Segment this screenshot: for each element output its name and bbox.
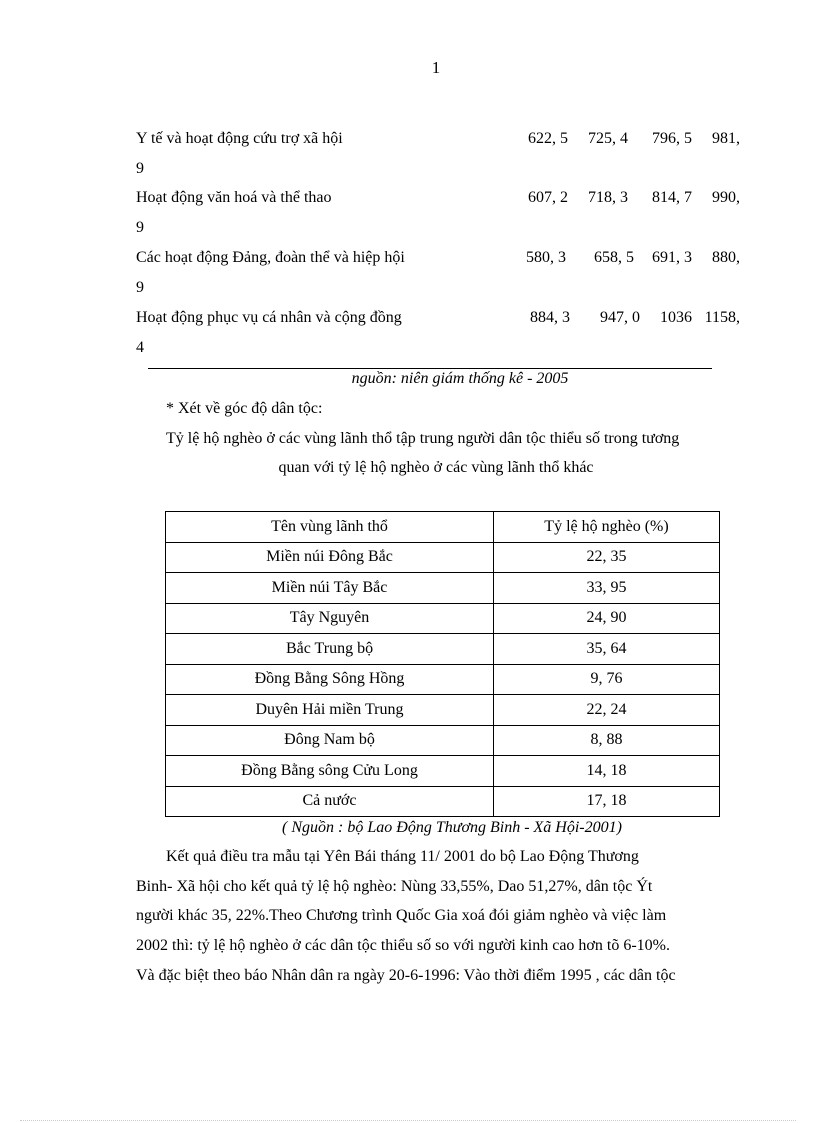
stats-cell: 691, 3 xyxy=(652,249,692,266)
table-row xyxy=(166,603,720,634)
stats-cell: 718, 3 xyxy=(588,189,628,206)
region-cell: Đồng Bằng sông Cửu Long xyxy=(166,756,494,787)
region-cell: Đồng Bằng Sông Hồng xyxy=(166,664,494,695)
region-cell: Miền núi Tây Bắc xyxy=(166,573,494,604)
table-row xyxy=(166,695,720,726)
body-line: người khác 35, 22%.Theo Chương trình Quốc Gia xoá đói giảm nghèo và việc làm xyxy=(136,907,667,924)
table-caption-line2: quan với tỷ lệ hộ nghèo ở các vùng lãnh thổ khác xyxy=(278,459,594,476)
stats-row-wrap: 9 xyxy=(136,160,144,177)
table-header-row xyxy=(166,512,720,543)
rate-cell: 22, 24 xyxy=(494,695,720,726)
ethnic-heading: * Xét về góc độ dân tộc: xyxy=(166,400,323,417)
stats-row-label: Hoạt động phục vụ cá nhân và cộng đồng xyxy=(136,309,402,326)
stats-row-label: Y tế và hoạt động cứu trợ xã hội xyxy=(136,130,343,147)
region-cell: Duyên Hải miền Trung xyxy=(166,695,494,726)
page-bottom-edge xyxy=(20,1120,796,1121)
stats-cell: 990, xyxy=(712,189,740,206)
region-cell: Miền núi Đông Bắc xyxy=(166,542,494,573)
table-row xyxy=(166,573,720,604)
stats-cell: 1158, xyxy=(704,309,740,326)
stats-cell: 981, xyxy=(712,130,740,147)
stats-row-label: Hoạt động văn hoá và thể thao xyxy=(136,189,332,206)
region-cell: Đông Nam bộ xyxy=(166,725,494,756)
body-line: Binh- Xã hội cho kết quả tỷ lệ hộ nghèo: Nùng 33,55%, Dao 51,27%, dân tộc Ýt xyxy=(136,878,653,895)
rate-cell: 9, 76 xyxy=(494,664,720,695)
stats-row-wrap: 4 xyxy=(136,339,144,356)
stats-row-wrap: 9 xyxy=(136,219,144,236)
table-row xyxy=(166,756,720,787)
stats-row-label: Các hoạt động Đảng, đoàn thể và hiệp hội xyxy=(136,249,405,266)
stats-source: nguồn: niên giám thống kê - 2005 xyxy=(351,370,569,387)
stats-cell: 580, 3 xyxy=(526,249,566,266)
divider-line xyxy=(148,368,712,369)
poverty-table xyxy=(165,511,720,817)
body-line: 2002 thì: tỷ lệ hộ nghèo ở các dân tộc thiểu số so với người kinh cao hơn tõ 6-10%. xyxy=(136,937,670,954)
rate-cell: 33, 95 xyxy=(494,573,720,604)
table-row xyxy=(166,634,720,665)
stats-cell: 725, 4 xyxy=(588,130,628,147)
page-number: 1 xyxy=(431,58,441,77)
stats-cell: 947, 0 xyxy=(600,309,640,326)
region-cell: Bắc Trung bộ xyxy=(166,634,494,665)
table-caption-line1: Tỷ lệ hộ nghèo ở các vùng lãnh thổ tập trung người dân tộc thiểu số trong tương xyxy=(166,430,680,447)
stats-cell: 622, 5 xyxy=(528,130,568,147)
stats-cell: 658, 5 xyxy=(594,249,634,266)
rate-cell: 22, 35 xyxy=(494,542,720,573)
rate-cell: 24, 90 xyxy=(494,603,720,634)
stats-cell: 884, 3 xyxy=(530,309,570,326)
table-row xyxy=(166,542,720,573)
region-cell: Tây Nguyên xyxy=(166,603,494,634)
table-row xyxy=(166,725,720,756)
stats-cell: 814, 7 xyxy=(652,189,692,206)
column-header: Tên vùng lãnh thổ xyxy=(166,512,494,543)
rate-cell: 35, 64 xyxy=(494,634,720,665)
table-row xyxy=(166,664,720,695)
stats-cell: 796, 5 xyxy=(652,130,692,147)
rate-cell: 14, 18 xyxy=(494,756,720,787)
column-header: Tỷ lệ hộ nghèo (%) xyxy=(494,512,720,543)
table-source: ( Nguồn : bộ Lao Động Thương Binh - Xã Hội-2001) xyxy=(282,819,622,836)
rate-cell: 17, 18 xyxy=(494,786,720,817)
rate-cell: 8, 88 xyxy=(494,725,720,756)
region-cell: Cả nước xyxy=(166,786,494,817)
stats-cell: 880, xyxy=(712,249,740,266)
stats-row-wrap: 9 xyxy=(136,279,144,296)
stats-cell: 607, 2 xyxy=(528,189,568,206)
body-line: Và đặc biệt theo báo Nhân dân ra ngày 20-6-1996: Vào thời điểm 1995 , các dân tộc xyxy=(136,967,676,984)
body-line: Kết quả điều tra mẫu tại Yên Bái tháng 11/ 2001 do bộ Lao Động Thương xyxy=(166,848,639,865)
table-row xyxy=(166,786,720,817)
stats-cell: 1036 xyxy=(660,309,692,326)
